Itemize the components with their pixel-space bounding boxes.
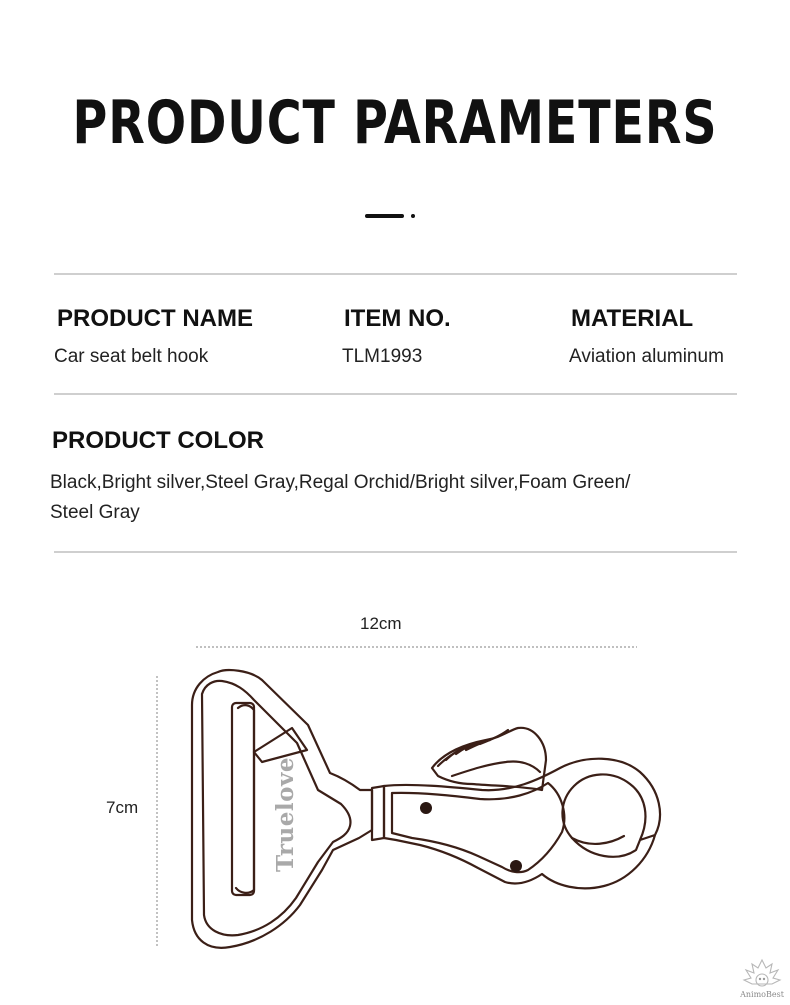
rivet-2 (510, 860, 522, 872)
latch-inner-edge (452, 761, 540, 776)
watermark-text: AnimoBest (740, 990, 784, 999)
page-title: PRODUCT PARAMETERS (72, 88, 718, 158)
animobest-logo-icon (734, 956, 790, 1001)
rivet-1 (420, 802, 432, 814)
item-no-label: ITEM NO. (344, 305, 451, 332)
item-no-value: TLM1993 (342, 346, 423, 367)
product-name-value: Car seat belt hook (54, 346, 209, 367)
hook-body-outline (384, 759, 660, 889)
product-color-label: PRODUCT COLOR (52, 427, 264, 454)
hinge-joint (372, 786, 384, 840)
latch-grip-ridges (438, 730, 508, 766)
material-value: Aviation aluminum (569, 346, 724, 367)
material-label: MATERIAL (571, 305, 694, 332)
buckle-slot (232, 703, 254, 895)
product-color-line-1: Black,Bright silver,Steel Gray,Regal Orchid/Bright silver,Foam Green/ (50, 472, 631, 493)
product-color-line-2: Steel Gray (50, 502, 140, 523)
brand-engraving: Truelove (272, 757, 299, 872)
hook-gate-latch (432, 728, 546, 790)
hook-inner-contour (392, 783, 564, 872)
height-dimension-label: 7cm (106, 798, 139, 817)
product-name-label: PRODUCT NAME (57, 305, 253, 332)
width-dimension-label: 12cm (360, 614, 402, 633)
hook-tip (572, 836, 624, 844)
slot-inner-corner (236, 705, 254, 893)
